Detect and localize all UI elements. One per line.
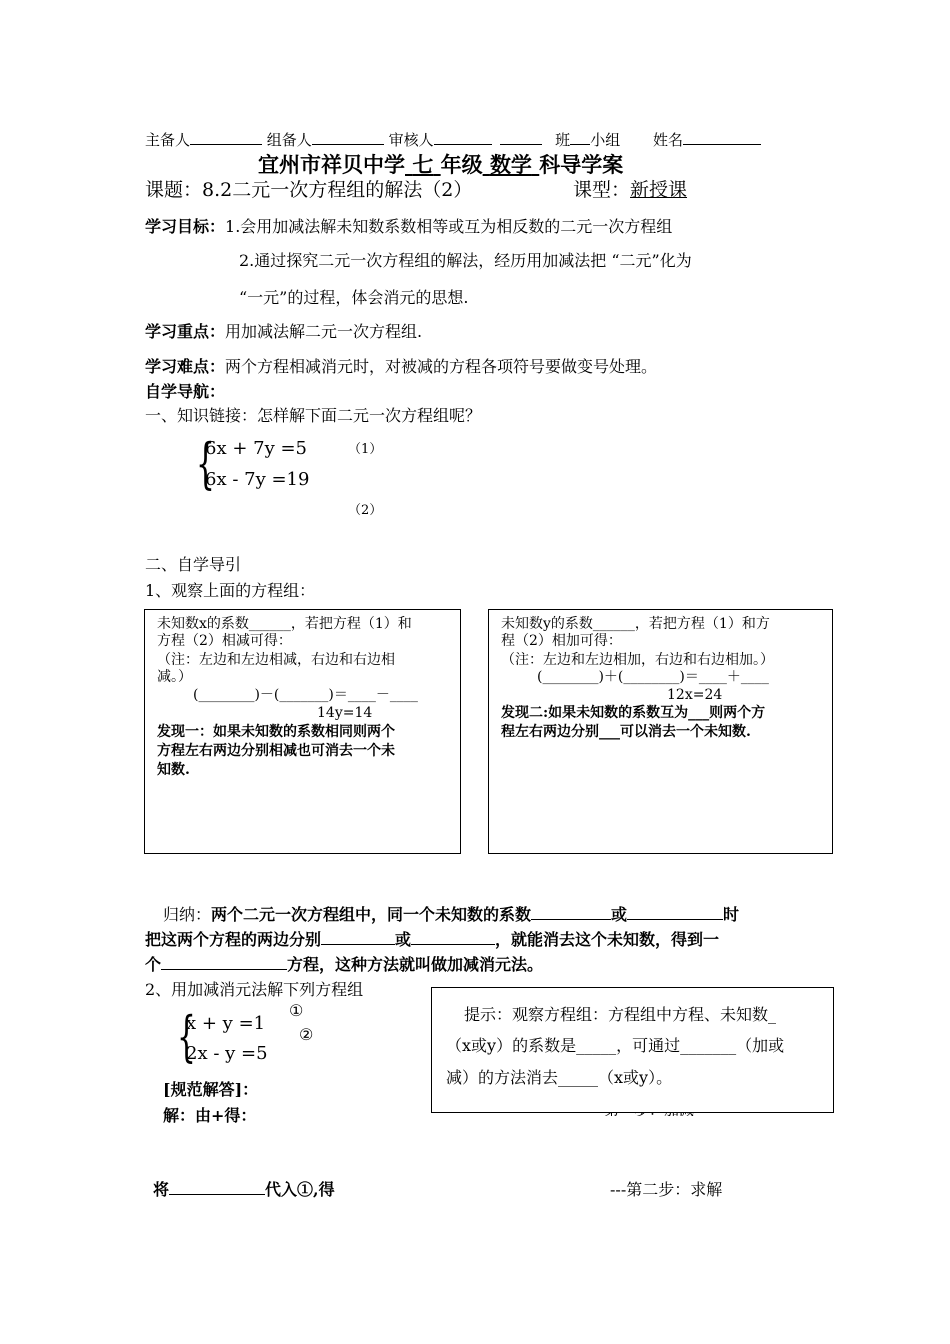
- section1-title: 一、知识链接：怎样解下面二元一次方程组呢？: [145, 406, 482, 425]
- key-point-text: 用加减法解二元一次方程组.: [225, 322, 423, 341]
- objectives-label: 学习目标：: [145, 217, 226, 236]
- summary-line-2: 把这两个方程的两边分别 或 ，就能消去这个未知数，得到一: [145, 930, 720, 949]
- section2-title: 二、自学导引: [145, 555, 242, 574]
- brace-icon: {: [196, 432, 215, 495]
- class-label: 班: [555, 131, 571, 149]
- equation-2-tag: （2）: [348, 503, 383, 518]
- difficulty: [145, 354, 657, 377]
- summary-label: 归纳：: [163, 905, 212, 924]
- summary-blank-3[interactable]: [321, 930, 395, 945]
- objective-2-cont: “一元”的过程，体会消元的思想.: [239, 288, 469, 307]
- preparer-label: 主备人: [145, 131, 191, 149]
- brace-icon-2: {: [177, 1005, 196, 1068]
- group-label: 组备人: [266, 131, 312, 149]
- topic: 8.2二元一次方程组的解法（2）: [202, 179, 473, 201]
- objectives: [145, 214, 672, 237]
- reviewer-label: 审核人: [388, 131, 434, 149]
- topic-line: [145, 175, 472, 202]
- solve-label: 解：由+得：: [163, 1106, 257, 1125]
- objective-2: 2.通过探究二元一次方程组的解法，经历用加减法把 “二元”化为: [239, 251, 692, 270]
- equation-3: x + y =1: [186, 1013, 266, 1034]
- equation-2: 6x - 7y =19: [205, 469, 310, 490]
- type-label: 课型：: [573, 179, 631, 201]
- box-left: 未知数x的系数______，若把方程（1）和 方程（2）相减可得： （注：左边和左边相减，右边和右边相 减。） (________)－(_______)＝____－____ 14y=14 发现一：如果未知数的系数相同则两个 方程左右两边分别相减也可消去一个未 知数.: [144, 609, 461, 854]
- step2-title: 2、用加减消元法解下列方程组: [145, 980, 364, 999]
- circle-one: ①: [289, 1001, 304, 1020]
- page-title: 宜州市祥贝中学 七 年级 数学 科导学案: [258, 152, 624, 177]
- reviewer-blank[interactable]: [434, 130, 492, 145]
- class-number-blank[interactable]: [500, 130, 542, 145]
- key-point: [145, 319, 422, 342]
- name-label: 姓名: [652, 131, 683, 149]
- key-point-label: 学习重点：: [145, 322, 226, 341]
- substitute-blank[interactable]: [169, 1180, 265, 1195]
- objective-1: 1.会用加减法解未知数系数相等或互为相反数的二元一次方程组: [225, 217, 673, 236]
- summary-line-1: 归纳：两个二元一次方程组中，同一个未知数的系数 或 时: [163, 905, 740, 924]
- school-name: 宜州市祥贝中学: [258, 152, 405, 177]
- difficulty-text: 两个方程相减消元时，对被减的方程各项符号要做变号处理。: [225, 357, 658, 376]
- topic-label: 课题：: [145, 179, 203, 201]
- equation-4: 2x - y =5: [186, 1043, 268, 1064]
- nav-label: 自学导航：: [145, 382, 226, 401]
- equation-1: 6x + 7y =5: [205, 438, 308, 459]
- step1-title: 1、观察上面的方程组：: [145, 581, 316, 600]
- type-value: 新授课: [630, 179, 688, 201]
- lesson-type: [573, 175, 687, 202]
- hint-box: 提示：观察方程组：方程组中方程、未知数_ （x或y）的系数是_____，可通过_______（加或 减）的方法消去_____（x或y）。: [431, 987, 834, 1113]
- group-blank[interactable]: [312, 130, 384, 145]
- summary-blank-4[interactable]: [411, 930, 495, 945]
- summary-line-3: 个 方程，这种方法就叫做加减消元法。: [145, 955, 544, 974]
- box-right: 未知数y的系数______，若把方程（1）和方 程（2）相加可得： （注：左边和左边相加，右边和右边相加。） (________)＋(________)＝____＋____ 12x=24 发现二:如果未知数的系数互为___则两个方 程左右两边分别___可以消去一个未知数.: [488, 609, 833, 854]
- summary-blank-2[interactable]: [627, 905, 723, 920]
- summary-blank-1[interactable]: [531, 905, 611, 920]
- circle-two: ②: [299, 1025, 314, 1044]
- class-blank[interactable]: [570, 130, 590, 145]
- difficulty-label: 学习难点：: [145, 357, 226, 376]
- group2-label: 小组: [590, 131, 621, 149]
- summary-blank-5[interactable]: [161, 955, 287, 970]
- preparer-blank[interactable]: [190, 130, 262, 145]
- name-blank[interactable]: [683, 130, 761, 145]
- step2-note: ---第二步：求解: [610, 1180, 723, 1199]
- substitute-line: 将 代入①,得: [153, 1180, 335, 1199]
- header-info-row: [145, 129, 761, 150]
- subject: 数学: [489, 152, 532, 177]
- equation-1-tag: （1）: [348, 442, 383, 457]
- standard-answer-label: [规范解答]：: [163, 1080, 259, 1099]
- grade: 七: [412, 152, 434, 177]
